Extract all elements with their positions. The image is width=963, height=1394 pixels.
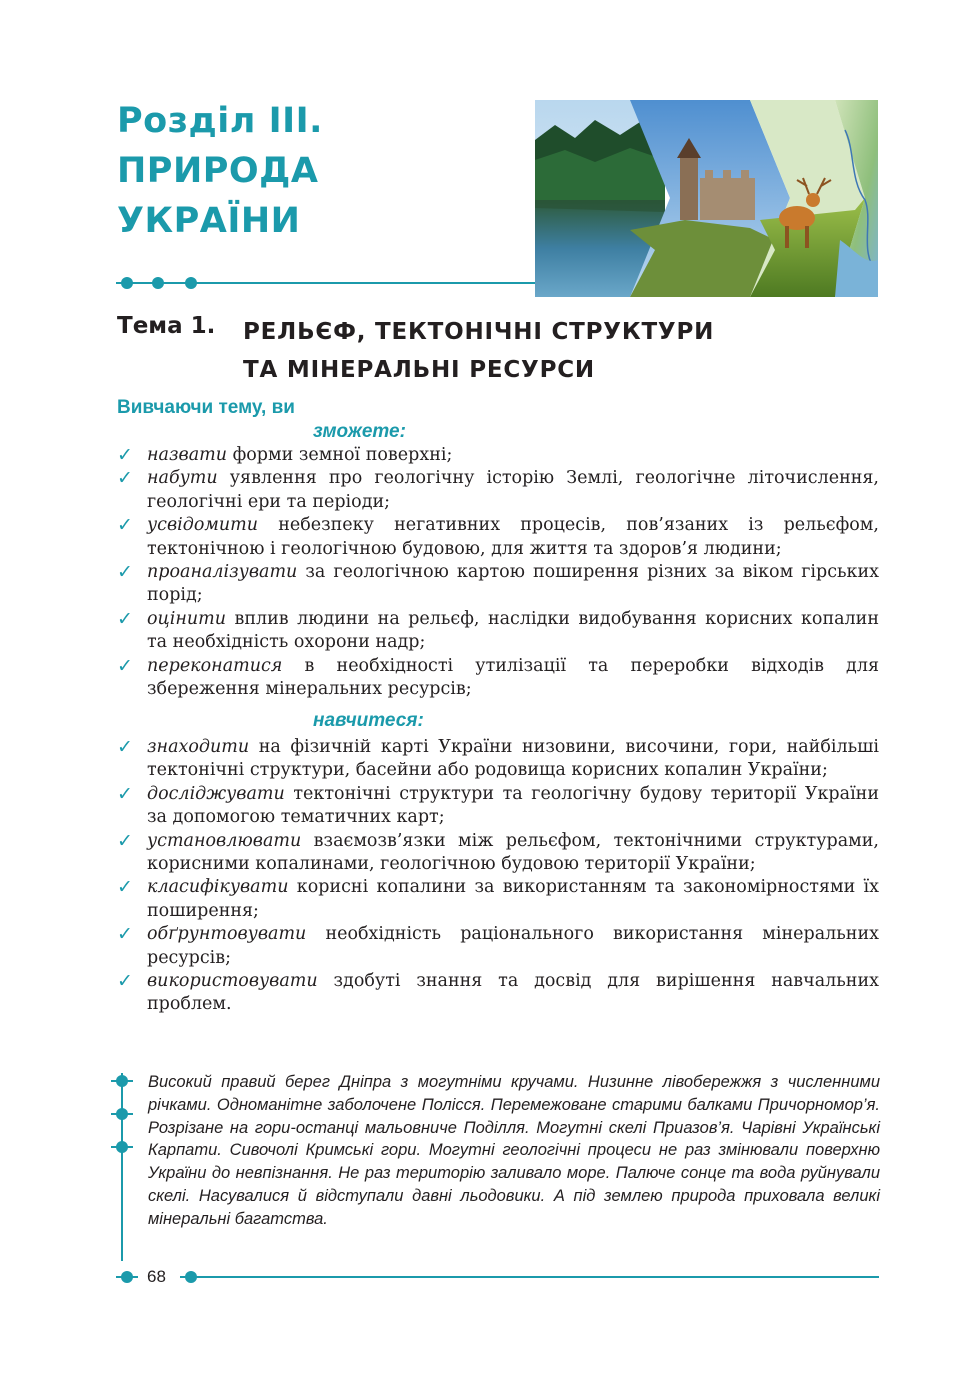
goal-text: тектонічні структури та геологічну будову території України за допомогою тематичних карт; — [147, 783, 879, 828]
list-item — [117, 608, 879, 655]
goal-text: за геологічною картою поширення різних за віком гірських порід; — [147, 562, 879, 606]
chapter-collage-image — [535, 100, 878, 297]
goals-intro: Вивчаючи тему, ви — [117, 397, 295, 418]
goal-verb: обґрунтовувати — [147, 924, 307, 945]
list-item — [117, 830, 879, 877]
goal-verb: переконатися — [147, 655, 283, 676]
topic-title — [243, 313, 863, 389]
section-can-heading: зможете: — [313, 421, 406, 442]
goal-verb: набути — [147, 468, 218, 489]
check-icon: ✓ — [117, 444, 133, 466]
goal-text: в необхідності утилізації та переробки відходів для збереження мінеральних ресурсів; — [147, 655, 879, 700]
chapter-title-line2: УКРАЇНИ — [117, 201, 301, 241]
dot-bullet-icon — [116, 1075, 128, 1087]
goal-text: здобуті знання та досвід для вирішення навчальних проблем. — [147, 971, 879, 1015]
topic-label: Тема 1. — [117, 313, 216, 339]
page-number: 68 — [147, 1267, 166, 1286]
intro-quote: Високий правий берег Дніпра з могутніми кручами. Низинне лівобережжя з численними річками. Одноманітне заболочене Полісся. Перемежоване старими балками Причорномор’я. Розрізане на гори-останці мальовниче Поділля. Могутні скелі Приазов’я. Чарівні Українські Карпати. Сивочолі Кримські гори. Могутні геологічні процеси не раз змінювали поверхню України до невпізнання. Не раз територію заливало море. Палюче сонце та вода руйнували скелі. Насувалися й відступали давні льодовики. А під землею природа приховала великі мінеральні багатства. — [148, 1073, 880, 1228]
check-icon: ✓ — [117, 736, 133, 758]
collage-svg — [535, 100, 878, 297]
check-icon: ✓ — [117, 829, 133, 852]
goal-verb: знаходити — [147, 737, 250, 757]
footer-divider — [190, 1276, 879, 1278]
goal-text: форми земної поверхні; — [227, 445, 453, 465]
list-item — [117, 444, 879, 467]
goal-verb: усвідомити — [147, 515, 259, 536]
quote-side-line — [121, 1073, 123, 1261]
list-item — [117, 467, 879, 514]
check-icon: ✓ — [117, 467, 133, 490]
goal-text: вплив людини на рельєф, наслідки видобування корисних копалин та необхідність охорони надр; — [147, 608, 879, 653]
goal-text: уявлення про геологічну історію Землі, геологічне літочислення, геологічні ери та періоди; — [147, 468, 879, 512]
check-icon: ✓ — [117, 654, 133, 677]
list-item — [117, 923, 879, 970]
dot-bullet-icon — [185, 277, 197, 289]
chapter-title — [117, 96, 537, 246]
dot-bullet-icon — [152, 277, 164, 289]
chapter-title-line1: Розділ ІІІ. ПРИРОДА — [117, 101, 323, 191]
list-item — [117, 876, 879, 923]
list-item — [117, 736, 879, 783]
goal-verb: досліджувати — [147, 783, 285, 804]
list-item — [117, 783, 879, 830]
check-icon: ✓ — [117, 607, 133, 630]
topic-title-line1: РЕЛЬЄФ, ТЕКТОНІЧНІ СТРУКТУРИ — [243, 319, 715, 345]
goal-verb: проаналізувати — [147, 562, 298, 583]
dot-bullet-icon — [116, 1141, 128, 1153]
goal-text: взаємозв’язки між рельєфом, тектонічними структурами, корисними копалинами, геологічною будовою території України; — [147, 830, 879, 875]
topic-title-line2: ТА МІНЕРАЛЬНІ РЕСУРСИ — [243, 357, 595, 383]
list-item — [117, 561, 879, 608]
goal-verb: назвати — [147, 445, 227, 465]
dot-bullet-icon — [121, 1271, 133, 1283]
goal-verb: установлювати — [147, 830, 302, 851]
check-icon: ✓ — [117, 514, 133, 537]
goal-verb: використовувати — [147, 971, 318, 992]
goal-verb: оцінити — [147, 608, 227, 629]
check-icon: ✓ — [117, 923, 133, 946]
check-icon: ✓ — [117, 876, 133, 899]
dot-bullet-icon — [121, 277, 133, 289]
goals-list-learn — [117, 736, 879, 1017]
goal-text: небезпеку негативних процесів, пов’язаних із рельєфом, тектонічною і геологічною будовою, для життя та здоров’я людини; — [147, 515, 879, 559]
section-learn-heading: навчитеся: — [313, 710, 424, 731]
goal-text: необхідність раціонального використання мінеральних ресурсів; — [147, 924, 879, 968]
list-item — [117, 970, 879, 1017]
goal-text: корисні копалини за використанням та закономірностями їх поширення; — [147, 877, 879, 921]
goal-verb: класифікувати — [147, 877, 289, 898]
dot-bullet-icon — [116, 1108, 128, 1120]
goals-list-can — [117, 444, 879, 701]
check-icon: ✓ — [117, 782, 133, 805]
list-item — [117, 655, 879, 702]
list-item — [117, 514, 879, 561]
check-icon: ✓ — [117, 970, 133, 993]
goal-text: на фізичній карті України низовини, височини, гори, найбільші тектонічні структури, басейни або родовища корисних копалин України; — [147, 737, 879, 781]
check-icon: ✓ — [117, 561, 133, 584]
